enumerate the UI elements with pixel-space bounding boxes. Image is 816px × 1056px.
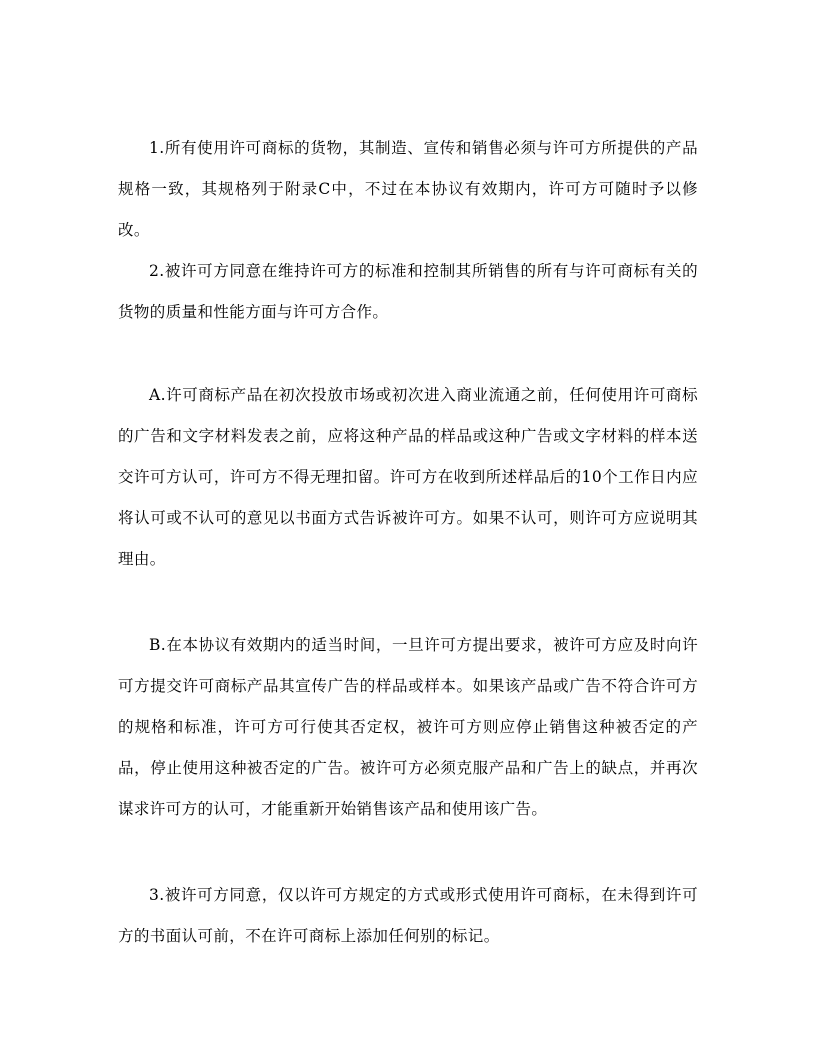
clause-2-paragraph: 2.被许可方同意在维持许可方的标准和控制其所销售的所有与许可商标有关的货物的质量和性能方面与许可方合作。 bbox=[118, 262, 698, 321]
clause-2a-paragraph: A.许可商标产品在初次投放市场或初次进入商业流通之前，任何使用许可商标的广告和文字材料发表之前，应将这种产品的样品或这种广告或文字材料的样本送交许可方认可，许可方不得无理扣留。许可方在收到所述样品后的10个工作日内应将认可或不认可的意见以书面方式告诉被许可方。如果不认可，则许可方应说明其理由。 bbox=[118, 386, 698, 568]
clause-3-paragraph: 3.被许可方同意，仅以许可方规定的方式或形式使用许可商标，在未得到许可方的书面认可前，不在许可商标上添加任何别的标记。 bbox=[118, 886, 698, 945]
clause-2b-paragraph: B.在本协议有效期内的适当时间，一旦许可方提出要求，被许可方应及时向许可方提交许可商标产品其宣传广告的样品或样本。如果该产品或广告不符合许可方的规格和标准，许可方可行使其否定权，被许可方则应停止销售这种被否定的产品，停止使用这种被否定的广告。被许可方必须克服产品和广告上的缺点，并再次谋求许可方的认可，才能重新开始销售该产品和使用该广告。 bbox=[118, 636, 698, 818]
clause-1-paragraph: 1.所有使用许可商标的货物，其制造、宣传和销售必须与许可方所提供的产品规格一致，其规格列于附录C中，不过在本协议有效期内，许可方可随时予以修改。 bbox=[118, 139, 698, 239]
